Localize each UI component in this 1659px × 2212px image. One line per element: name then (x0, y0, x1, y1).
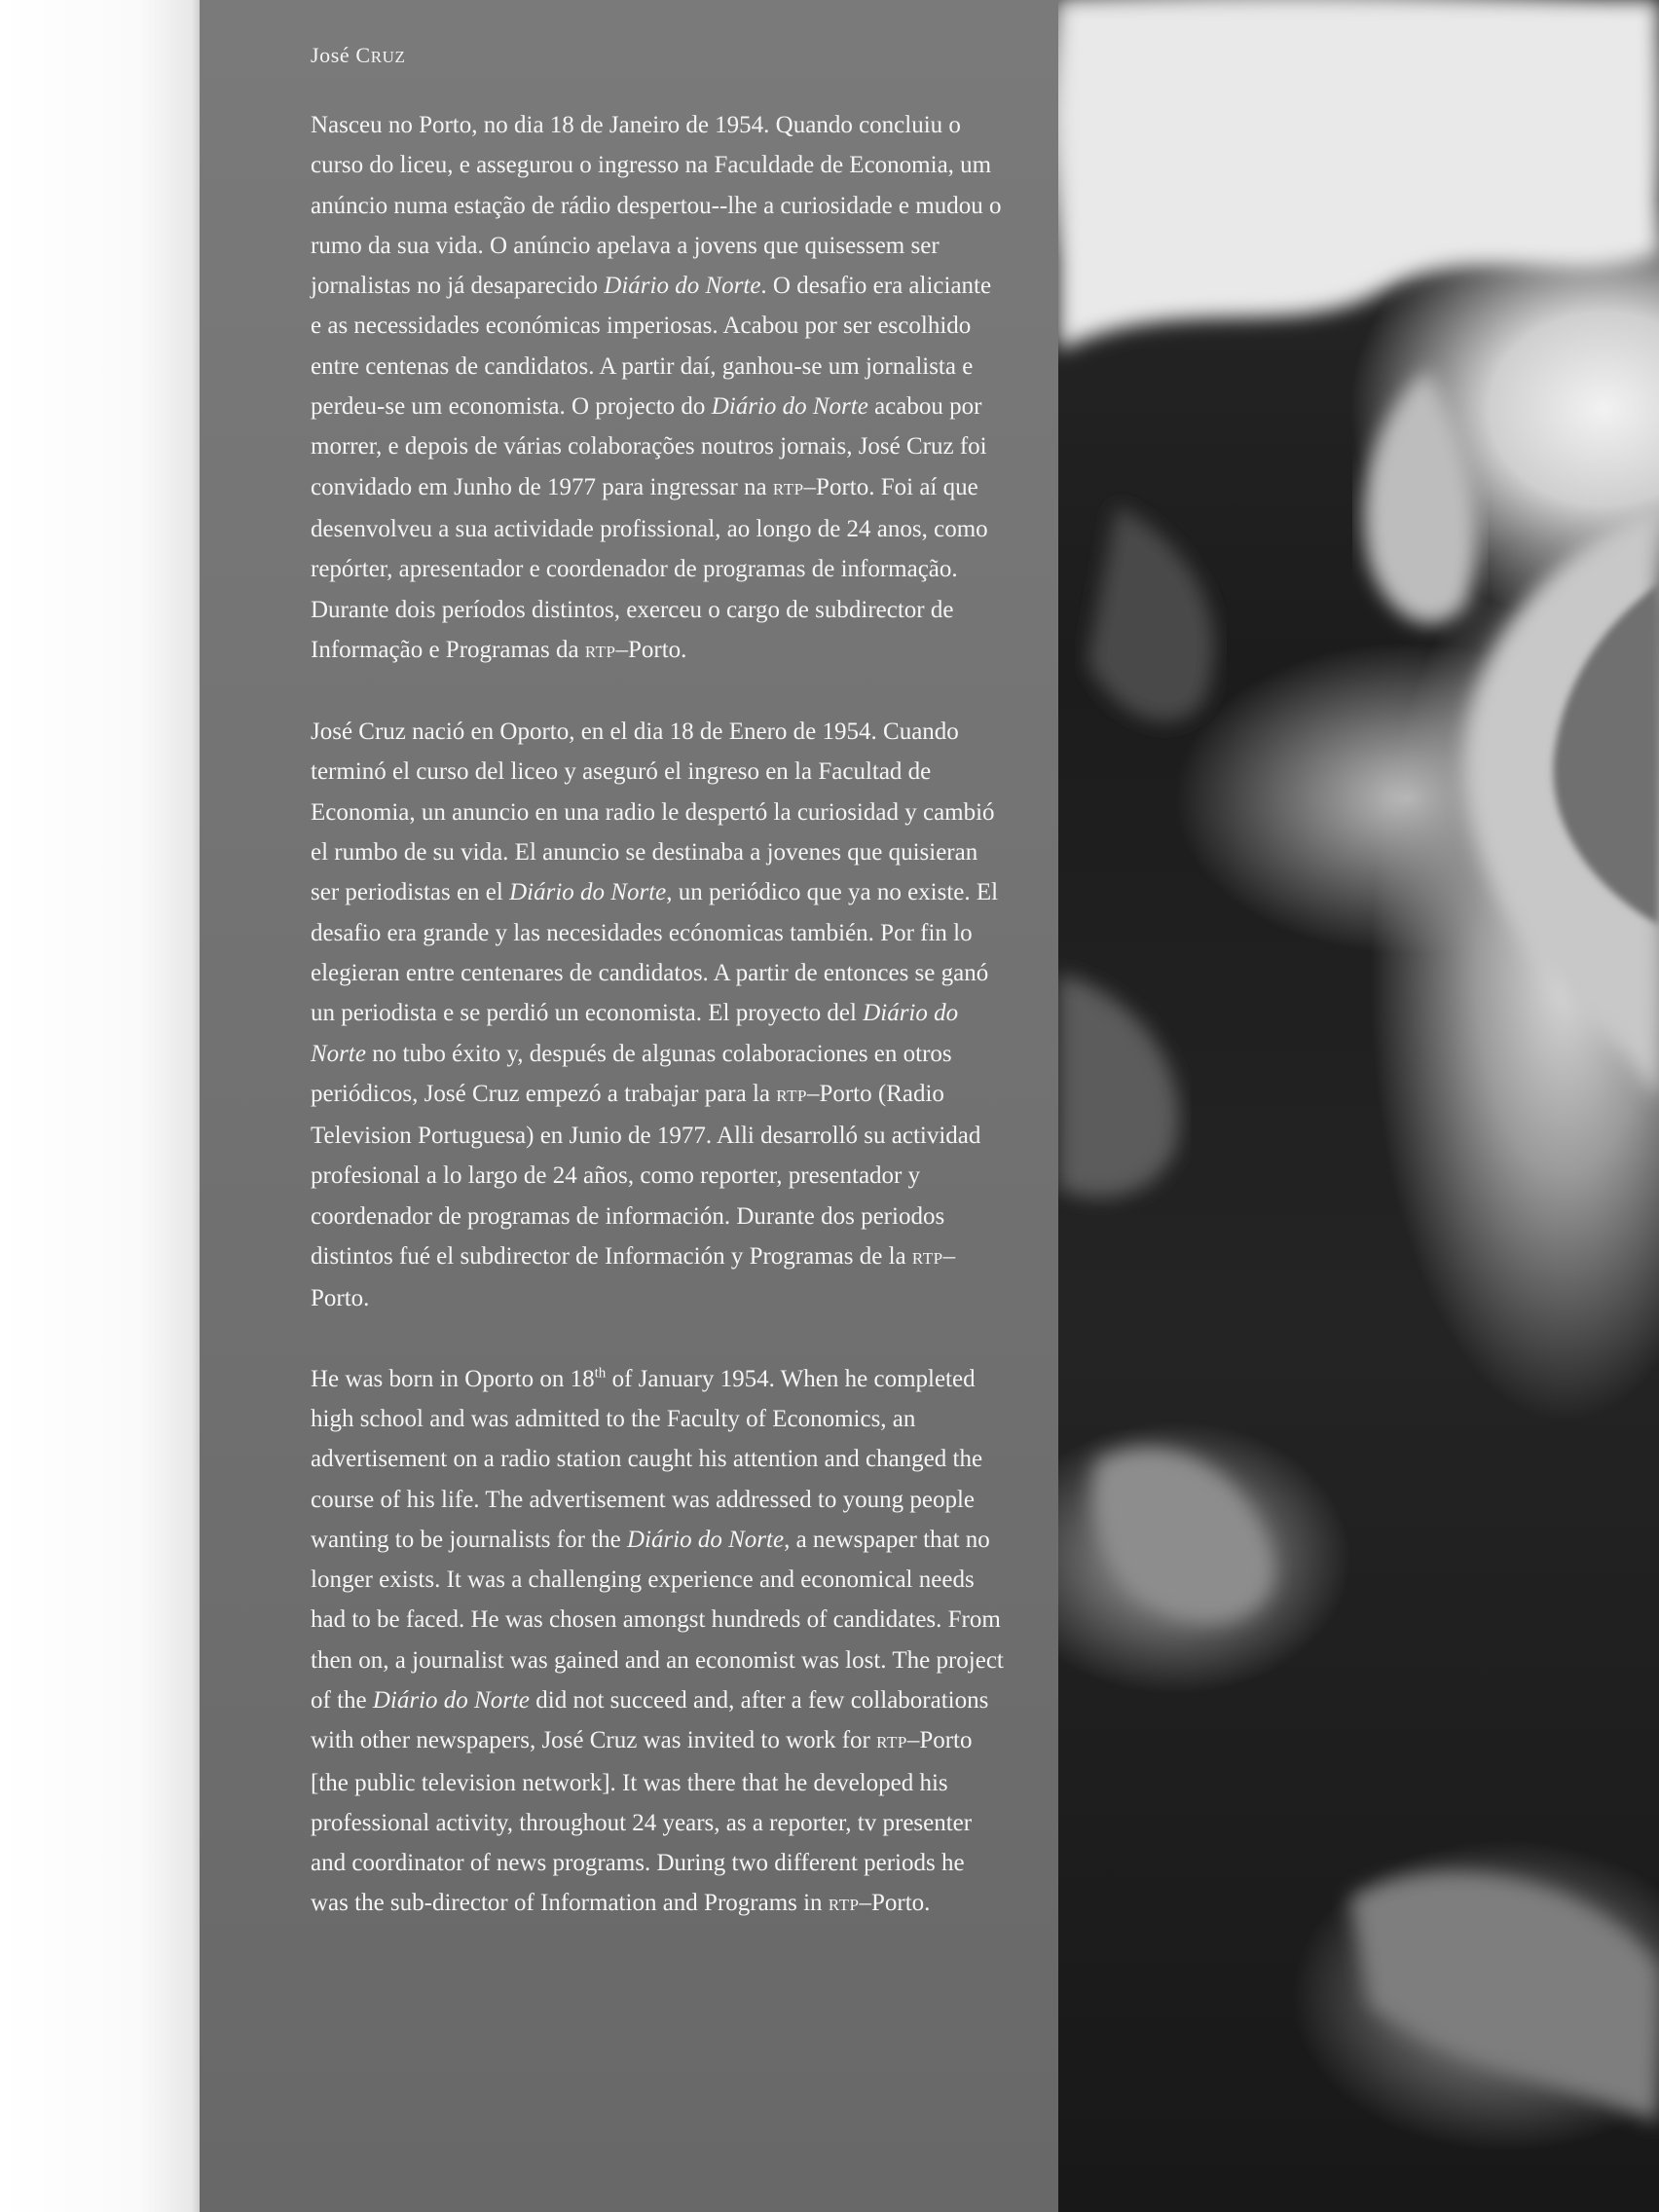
biography-portuguese: Nasceu no Porto, no dia 18 de Janeiro de 1954. Quando concluiu o curso do liceu, e assegurou o ingresso na Faculdade de Economia, um anúncio numa estação de rádio despertou--lhe a curiosidade e mudou o rumo da sua vida. O anúncio apelava a jovens que quisessem ser jornalistas no já desaparecido Diário do Norte. O desafio era aliciante e as necessidades económicas imperiosas. Acabou por ser escolhido entre centenas de candidatos. A partir daí, ganhou-se um jornalista e perdeu-se um economista. O projecto do Diário do Norte acabou por morrer, e depois de várias colaborações noutros jornais, José Cruz foi convidado em Junho de 1977 para ingressar na RTP–Porto. Foi aí que desenvolveu a sua actividade profissional, ao longo de 24 anos, como repórter, apresentador e coordenador de programas de informação. Durante dois períodos distintos, exerceu o cargo de subdirector de Informação e Programas da RTP–Porto. (311, 112, 1002, 663)
biography-english: He was born in Oporto on 18th of January 1954. When he completed high school and was admitted to the Faculty of Economics, an advertisement on a radio station caught his attention and changed the course of his life. The advertisement was addressed to young people wanting to be journalists for the Diário do Norte, a newspaper that no longer exists. It was a challenging experience and economical needs had to be faced. He was chosen amongst hundreds of candidates. From then on, a journalist was gained and an economist was lost. The project of the Diário do Norte did not succeed and, after a few collaborations with other newspapers, José Cruz was invited to work for RTP–Porto [the public television network]. It was there that he developed his professional activity, throughout 24 years, as a reporter, tv presenter and coordinator of news programs. During two different periods he was the sub-director of Information and Programs in RTP–Porto. (311, 1365, 1004, 1917)
wave-foam-icon (1058, 0, 1659, 2212)
biography-spanish: José Cruz nació en Oporto, en el dia 18 de Enero de 1954. Cuando terminó el curso del liceo y aseguró el ingreso en la Facultad de Economia, un anuncio en una radio le despertó la curiosidad y cambió el rumbo de su vida. El anuncio se destinaba a jovenes que quisieran ser periodistas en el Diário do Norte, un periódico que ya no existe. El desafio era grande y las necesidades ecónomicas también. Por fin lo elegieran entre centenares de candidatos. A partir de entonces se ganó un periodista e se perdió un economista. El proyecto del Diário do Norte no tubo éxito y, después de algunas colaboraciones en otros periódicos, José Cruz empezó a trabajar para la RTP–Porto (Radio Television Portuguesa) en Junio de 1977. Alli desarrolló su actividad profesional a lo largo de 24 años, como reporter, presentador y coordenador de programas de información. Durante dos periodos distintos fué el subdirector de Información y Programas de la RTP–Porto. (311, 719, 999, 1312)
author-name: José CRUZ (311, 43, 406, 67)
ocean-waves-photo (1058, 0, 1659, 2212)
page-margin (0, 0, 200, 2212)
biography-panel (200, 0, 1058, 2212)
biography-content (311, 41, 1004, 1966)
